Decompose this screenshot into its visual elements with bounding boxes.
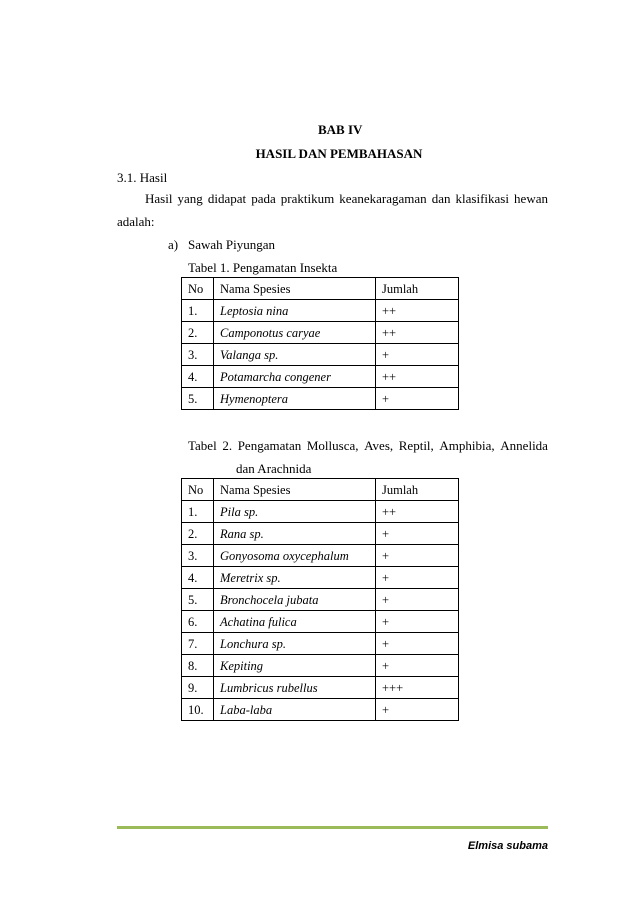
list-item-sawah: Sawah Piyungan <box>188 237 276 252</box>
row-count: ++ <box>376 300 459 322</box>
table-row <box>182 611 459 633</box>
row-no: 6. <box>182 611 214 633</box>
intro-word: pada <box>251 191 276 206</box>
row-species: Achatina fulica <box>214 611 376 633</box>
row-count: ++ <box>376 322 459 344</box>
chapter-heading: BAB IV <box>318 122 363 137</box>
row-species: Lumbricus rubellus <box>214 677 376 699</box>
row-no: 2. <box>182 322 214 344</box>
intro-word: keanekaragaman <box>339 191 427 206</box>
row-no: 9. <box>182 677 214 699</box>
intro-word: klasifikasi <box>455 191 509 206</box>
header-count: Jumlah <box>376 479 459 501</box>
row-no: 3. <box>182 545 214 567</box>
table-header-row <box>182 278 459 300</box>
intro-word: didapat <box>207 191 247 206</box>
table2-caption-line1 <box>188 438 548 454</box>
caption-word: Annelida <box>500 438 548 453</box>
row-no: 3. <box>182 344 214 366</box>
table-row <box>182 501 459 523</box>
table-row <box>182 366 459 388</box>
row-no: 10. <box>182 699 214 721</box>
row-no: 1. <box>182 501 214 523</box>
intro-word: Hasil <box>145 191 173 206</box>
row-count: + <box>376 633 459 655</box>
header-no: No <box>182 479 214 501</box>
caption-word: Aves, <box>364 438 394 453</box>
intro-paragraph-line1 <box>145 191 548 207</box>
row-species: Bronchocela jubata <box>214 589 376 611</box>
intro-word: dan <box>431 191 451 206</box>
row-count: +++ <box>376 677 459 699</box>
row-count: ++ <box>376 501 459 523</box>
table2-caption-line2: dan Arachnida <box>236 461 312 476</box>
section-title: 3.1. Hasil <box>117 170 168 185</box>
intro-paragraph-line2: adalah: <box>117 214 155 229</box>
list-marker: a) <box>168 237 179 252</box>
table-insekta <box>181 277 459 410</box>
row-no: 2. <box>182 523 214 545</box>
intro-word: praktikum <box>280 191 335 206</box>
table-row <box>182 523 459 545</box>
row-species: Camponotus caryae <box>214 322 376 344</box>
row-species: Kepiting <box>214 655 376 677</box>
table-row <box>182 300 459 322</box>
intro-word: yang <box>177 191 203 206</box>
caption-word: Amphibia, <box>439 438 495 453</box>
row-count: + <box>376 344 459 366</box>
row-species: Meretrix sp. <box>214 567 376 589</box>
table-mollusca-aves <box>181 478 459 721</box>
row-count: + <box>376 545 459 567</box>
table1-caption: Tabel 1. Pengamatan Insekta <box>188 260 338 275</box>
row-count: + <box>376 699 459 721</box>
table-row <box>182 589 459 611</box>
row-no: 5. <box>182 388 214 410</box>
row-species: Gonyosoma oxycephalum <box>214 545 376 567</box>
header-count: Jumlah <box>376 278 459 300</box>
chapter-title: HASIL DAN PEMBAHASAN <box>255 146 423 161</box>
table-row <box>182 545 459 567</box>
table-row <box>182 655 459 677</box>
table-row <box>182 677 459 699</box>
row-species: Hymenoptera <box>214 388 376 410</box>
table-row <box>182 388 459 410</box>
caption-word: 2. <box>222 438 233 453</box>
row-count: ++ <box>376 366 459 388</box>
row-species: Potamarcha congener <box>214 366 376 388</box>
header-species: Nama Spesies <box>214 278 376 300</box>
caption-word: Tabel <box>188 438 217 453</box>
row-count: + <box>376 523 459 545</box>
row-no: 4. <box>182 366 214 388</box>
caption-word: Reptil, <box>398 438 434 453</box>
row-count: + <box>376 567 459 589</box>
table-row <box>182 344 459 366</box>
table-row <box>182 633 459 655</box>
row-species: Pila sp. <box>214 501 376 523</box>
caption-word: Mollusca, <box>306 438 359 453</box>
row-species: Laba-laba <box>214 699 376 721</box>
caption-word: Pengamatan <box>237 438 302 453</box>
intro-word: hewan <box>514 191 548 206</box>
row-species: Rana sp. <box>214 523 376 545</box>
table-row <box>182 699 459 721</box>
header-species: Nama Spesies <box>214 479 376 501</box>
header-no: No <box>182 278 214 300</box>
table-row <box>182 322 459 344</box>
row-no: 5. <box>182 589 214 611</box>
row-species: Leptosia nina <box>214 300 376 322</box>
row-count: + <box>376 589 459 611</box>
footer-author: Elmisa subama <box>467 840 548 852</box>
table-header-row <box>182 479 459 501</box>
row-no: 8. <box>182 655 214 677</box>
footer-rule <box>117 826 548 829</box>
table-row <box>182 567 459 589</box>
row-species: Valanga sp. <box>214 344 376 366</box>
row-count: + <box>376 388 459 410</box>
row-no: 7. <box>182 633 214 655</box>
row-species: Lonchura sp. <box>214 633 376 655</box>
row-no: 1. <box>182 300 214 322</box>
row-count: + <box>376 655 459 677</box>
row-no: 4. <box>182 567 214 589</box>
row-count: + <box>376 611 459 633</box>
